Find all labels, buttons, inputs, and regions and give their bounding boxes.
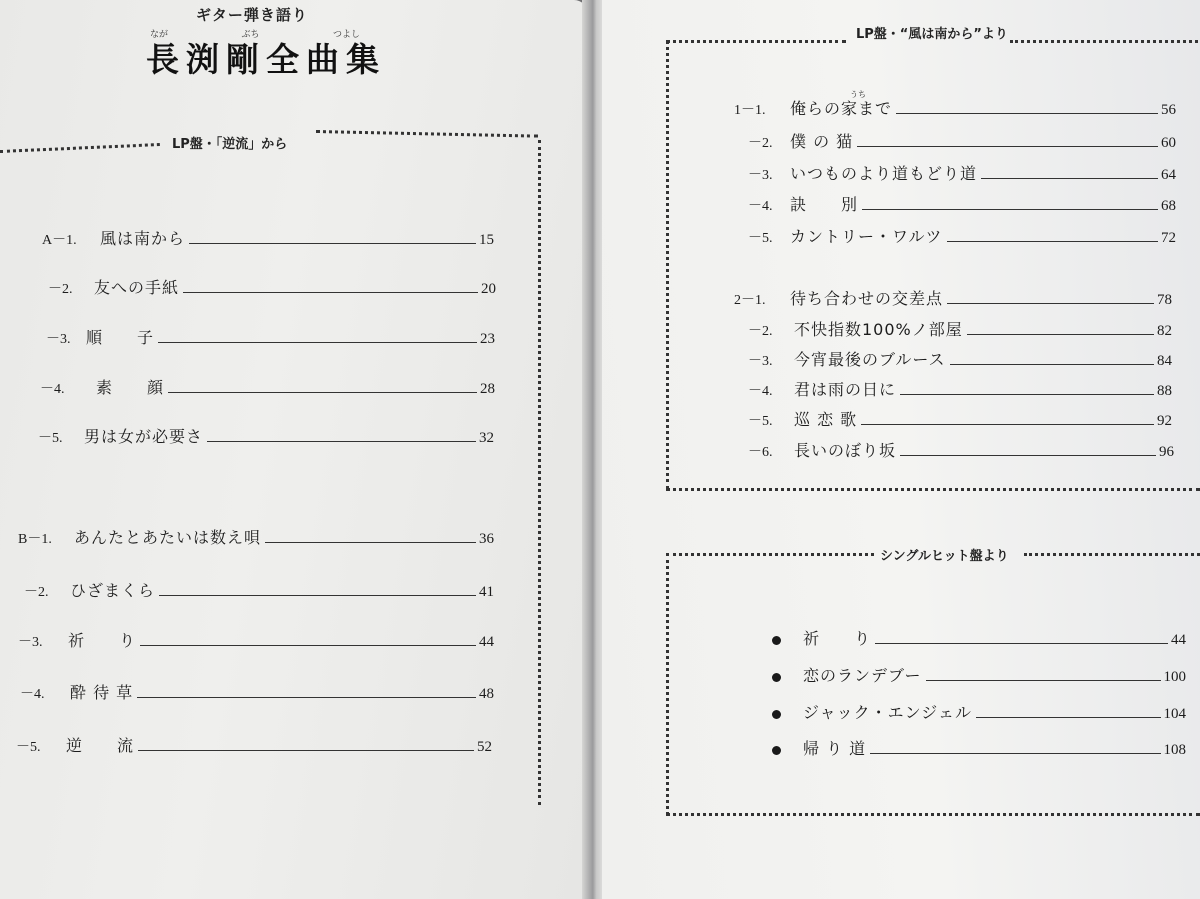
section-title-single: シングルヒット盤より <box>880 549 1009 564</box>
furigana-naga: なが <box>150 30 169 40</box>
furigana-tsuyoshi: つよし <box>332 30 360 40</box>
bullet-icon <box>772 710 781 719</box>
section-title-kaze: LP盤・“風は南から”より <box>856 27 1008 42</box>
frame2-top-left <box>666 553 874 556</box>
toc-entry: －5. カントリー・ワルツ 72 <box>748 227 1176 246</box>
frame1-left <box>666 40 669 490</box>
toc-entry: －3. 順 子 23 <box>46 328 495 347</box>
book-title: 長渕剛全曲集 <box>146 40 386 79</box>
bullet-icon <box>772 636 781 645</box>
frame2-left <box>666 553 669 815</box>
toc-entry: －4. 酔 待 草 48 <box>20 683 494 702</box>
series-title: ギター弾き語り <box>196 6 308 24</box>
frame-top-right <box>316 130 538 138</box>
toc-entry: －3. いつものより道もどり道 64 <box>748 164 1176 183</box>
toc-entry: －5. 巡 恋 歌 92 <box>748 410 1172 429</box>
bullet-icon <box>772 746 781 755</box>
toc-entry: 祈 り 44 <box>772 626 1186 649</box>
furigana-buchi: ぶち <box>241 30 260 40</box>
toc-entry: 1－1. 俺らの家まで 56 <box>734 99 1176 118</box>
toc-entry: －3. 今宵最後のブルース 84 <box>748 350 1172 369</box>
frame2-top-right <box>1024 553 1200 556</box>
left-page <box>0 0 588 899</box>
ruby-uchi: うち <box>850 90 866 99</box>
toc-entry: 帰 り 道 108 <box>772 736 1186 759</box>
toc-entry: －4. 素 顔 28 <box>40 378 495 397</box>
toc-entry: －5. 男は女が必要さ 32 <box>38 427 494 446</box>
frame1-top-left <box>666 40 846 43</box>
toc-entry: 2－1. 待ち合わせの交差点 78 <box>734 289 1172 308</box>
frame-top-left <box>0 143 160 153</box>
toc-entry: －5. 逆 流 52 <box>16 736 492 755</box>
toc-entry: ジャック・エンジェル 104 <box>772 700 1186 723</box>
toc-entry: －2. 友への手紙 20 <box>48 278 496 297</box>
toc-entry: A－1. 風は南から 15 <box>42 229 494 248</box>
toc-entry: －3. 祈 り 44 <box>18 631 494 650</box>
toc-entry: －2. 不快指数100%ノ部屋 82 <box>748 320 1172 339</box>
frame1-top-right <box>1010 40 1198 43</box>
toc-entry: －6. 長いのぼり坂 96 <box>748 441 1174 460</box>
toc-entry: －2. 僕 の 猫 60 <box>748 132 1176 151</box>
toc-entry: B－1. あんたとあたいは数え唄 36 <box>18 528 494 547</box>
right-page <box>602 0 1200 899</box>
section-title-gyakuryu: LP盤・「逆流」から <box>172 137 288 152</box>
frame-right <box>538 140 541 805</box>
frame2-bottom <box>666 813 1200 816</box>
toc-entry: －4. 君は雨の日に 88 <box>748 380 1172 399</box>
toc-entry: －2. ひざまくら 41 <box>24 581 494 600</box>
frame1-bottom <box>666 488 1200 491</box>
toc-entry: 恋のランデブー 100 <box>772 663 1186 686</box>
bullet-icon <box>772 673 781 682</box>
toc-entry: －4. 訣 別 68 <box>748 195 1176 214</box>
